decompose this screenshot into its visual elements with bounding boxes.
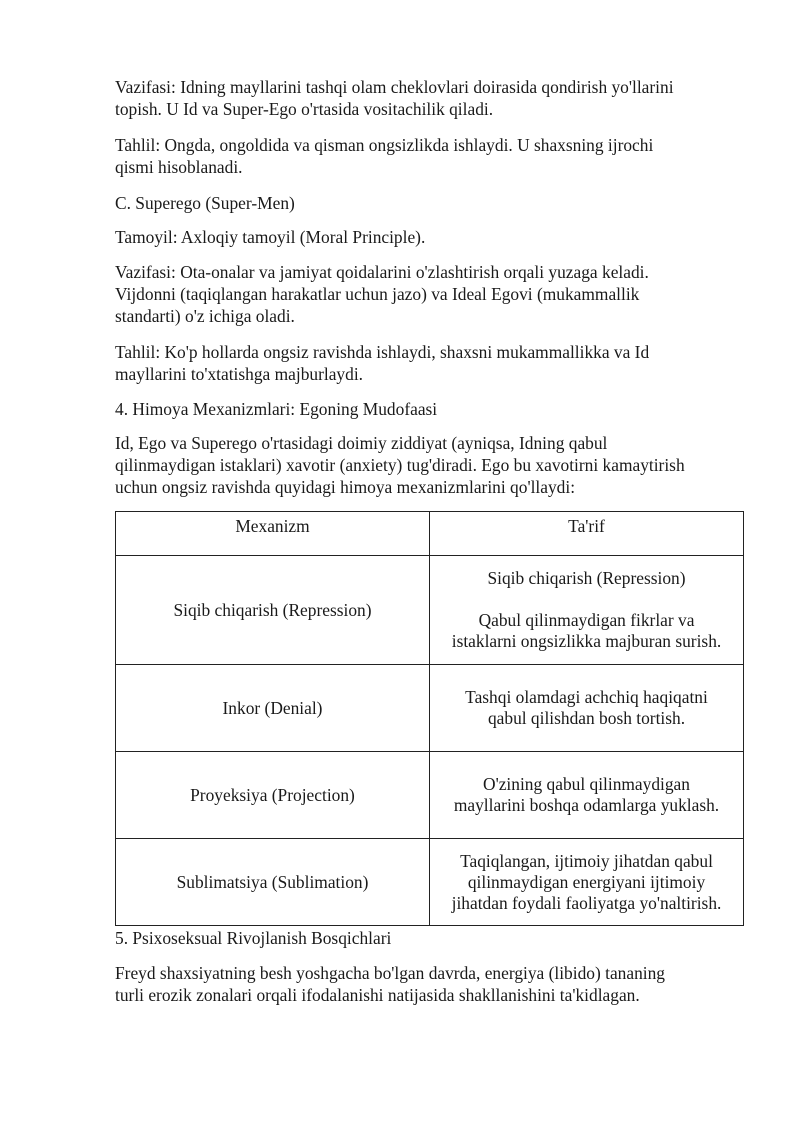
paragraph-superego-analysis xyxy=(115,341,743,385)
paragraph-superego-function xyxy=(115,261,743,327)
table-row xyxy=(116,665,744,752)
mechanism-name-cell: Proyeksiya (Projection) xyxy=(116,752,430,839)
table-header-row xyxy=(116,512,744,556)
section-heading-defense-mechanisms xyxy=(115,398,743,420)
paragraph-ego-analysis xyxy=(115,134,743,178)
text-line: Vijdonni (taqiqlangan harakatlar uchun jazo) va Ideal Egovi (mukammallik xyxy=(115,284,640,304)
text-line: Freyd shaxsiyatning besh yoshgacha bo'lgan davrda, energiya (libido) tananing xyxy=(115,963,665,983)
defense-mechanisms-table xyxy=(115,511,744,926)
text-line: standarti) o'z ichiga oladi. xyxy=(115,306,295,326)
text-line: Tamoyil: Axloqiy tamoyil (Moral Principle). xyxy=(115,227,426,247)
text-line: O'zining qabul qilinmaydigan xyxy=(483,774,690,794)
text-line: qilinmaydigan istaklari) xavotir (anxiety) tug'diradi. Ego bu xavotirni kamaytirish xyxy=(115,455,685,475)
mechanism-definition-cell xyxy=(430,556,744,665)
section-heading-psychosexual-stages xyxy=(115,927,743,949)
paragraph-ego-function xyxy=(115,76,743,120)
text-line: jihatdan foydali faoliyatga yo'naltirish. xyxy=(451,892,722,913)
table-row xyxy=(116,752,744,839)
mechanism-name-cell: Sublimatsiya (Sublimation) xyxy=(116,839,430,926)
text-line: Taqiqlangan, ijtimoiy jihatdan qabul xyxy=(460,850,713,871)
paragraph-libido-development xyxy=(115,962,743,1006)
mechanism-definition-cell xyxy=(430,752,744,839)
text-line: Vazifasi: Ota-onalar va jamiyat qoidalarini o'zlashtirish orqali yuzaga keladi. xyxy=(115,262,649,282)
text-line: Qabul qilinmaydigan fikrlar va xyxy=(478,610,695,630)
mechanism-name-cell: Inkor (Denial) xyxy=(116,665,430,752)
text-line: turli erozik zonalari orqali ifodalanishi natijasida shakllanishini ta'kidlagan. xyxy=(115,985,640,1005)
paragraph-superego-principle xyxy=(115,226,743,248)
text-line: 4. Himoya Mexanizmlari: Egoning Mudofaasi xyxy=(115,399,438,419)
section-heading-superego xyxy=(115,192,743,214)
text-line: qilinmaydigan energiyani ijtimoiy xyxy=(467,871,706,892)
text-line: Tahlil: Ko'p hollarda ongsiz ravishda ishlaydi, shaxsni mukammallikka va Id xyxy=(115,342,650,362)
text-line: mayllarini boshqa odamlarga yuklash. xyxy=(453,795,720,815)
definition-title: Siqib chiqarish (Repression) xyxy=(487,568,686,588)
mechanism-name-cell: Siqib chiqarish (Repression) xyxy=(116,556,430,665)
text-line: istaklarni ongsizlikka majburan surish. xyxy=(451,631,722,651)
paragraph-anxiety-intro xyxy=(115,432,743,498)
text-line: Id, Ego va Superego o'rtasidagi doimiy ziddiyat (ayniqsa, Idning qabul xyxy=(115,433,608,453)
text-line: C. Superego (Super-Men) xyxy=(115,193,295,213)
text-line: Vazifasi: Idning mayllarini tashqi olam cheklovlari doirasida qondirish yo'llarini xyxy=(115,77,674,97)
text-line: topish. U Id va Super-Ego o'rtasida vositachilik qiladi. xyxy=(115,99,494,119)
text-line: qabul qilishdan bosh tortish. xyxy=(487,708,686,728)
table-row xyxy=(116,839,744,926)
mechanism-definition-cell xyxy=(430,839,744,926)
text-line: uchun ongsiz ravishda quyidagi himoya mexanizmlarini qo'llaydi: xyxy=(115,477,576,497)
column-header-definition: Ta'rif xyxy=(430,512,744,556)
table-row xyxy=(116,556,744,665)
text-line: mayllarini to'xtatishga majburlaydi. xyxy=(115,364,363,384)
text-line: Tashqi olamdagi achchiq haqiqatni xyxy=(465,687,708,707)
text-line: qismi hisoblanadi. xyxy=(115,157,243,177)
text-line: Tahlil: Ongda, ongoldida va qisman ongsizlikda ishlaydi. U shaxsning ijrochi xyxy=(115,135,654,155)
text-line: 5. Psixoseksual Rivojlanish Bosqichlari xyxy=(115,928,392,948)
column-header-mechanism: Mexanizm xyxy=(116,512,430,556)
mechanism-definition-cell xyxy=(430,665,744,752)
